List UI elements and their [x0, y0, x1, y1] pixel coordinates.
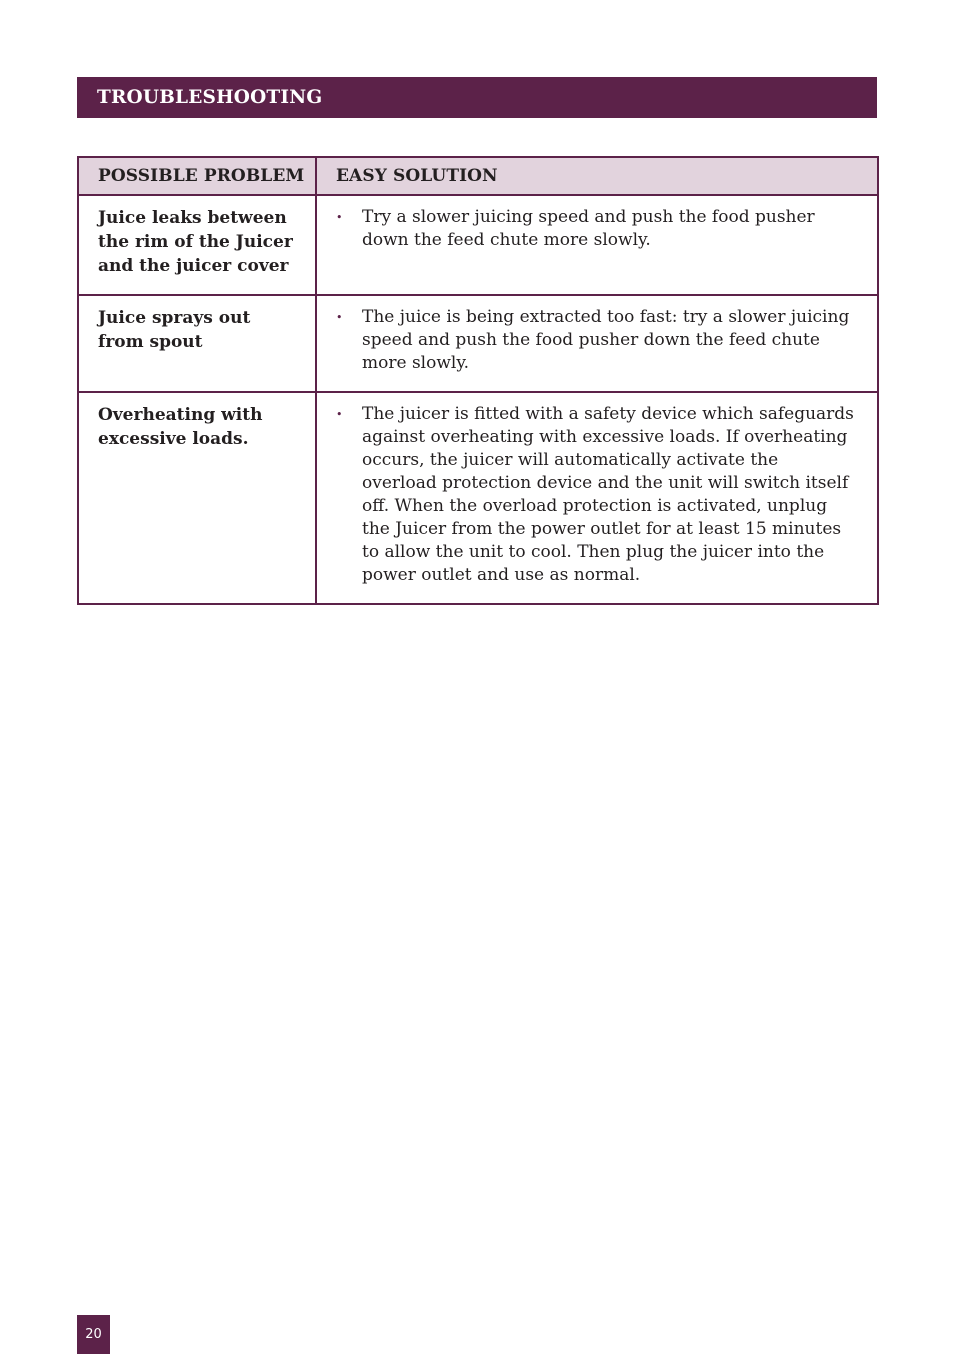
bullet-icon: • — [336, 211, 343, 224]
section-title: TROUBLESHOOTING — [97, 87, 323, 108]
solution-list-item — [335, 403, 857, 587]
problem-cell: Juice leaks between the rim of the Juicer and the juicer cover — [78, 195, 316, 295]
table-row — [78, 195, 878, 295]
page-number: 20 — [77, 1315, 110, 1354]
problem-cell: Juice sprays out from spout — [78, 295, 316, 392]
solution-cell — [316, 295, 878, 392]
column-header-solution: EASY SOLUTION — [316, 157, 878, 195]
solution-text: The juicer is fitted with a safety device which safeguards against overheating with excessive loads. If overheating occurs, the juicer will automatically activate the overload protection device and the unit will switch itself off. When the overload protection is activated, unplug the Juicer from the power outlet for at least 15 minutes to allow the unit to cool. Then plug the juicer into the power outlet and use as normal. — [362, 404, 854, 585]
solution-text: The juice is being extracted too fast: try a slower juicing speed and push the food pusher down the feed chute more slowly. — [362, 307, 850, 373]
bullet-icon: • — [336, 408, 343, 421]
solution-cell — [316, 392, 878, 604]
table-row — [78, 295, 878, 392]
table-header-row — [78, 157, 878, 195]
solution-cell — [316, 195, 878, 295]
solution-text: Try a slower juicing speed and push the food pusher down the feed chute more slowly. — [362, 207, 815, 250]
troubleshooting-table — [77, 156, 879, 605]
problem-cell: Overheating with excessive loads. — [78, 392, 316, 604]
table-row — [78, 392, 878, 604]
section-header-bar — [77, 77, 877, 118]
column-header-problem: POSSIBLE PROBLEM — [78, 157, 316, 195]
bullet-icon: • — [336, 311, 343, 324]
solution-list-item — [335, 306, 857, 375]
solution-list-item — [335, 206, 857, 252]
